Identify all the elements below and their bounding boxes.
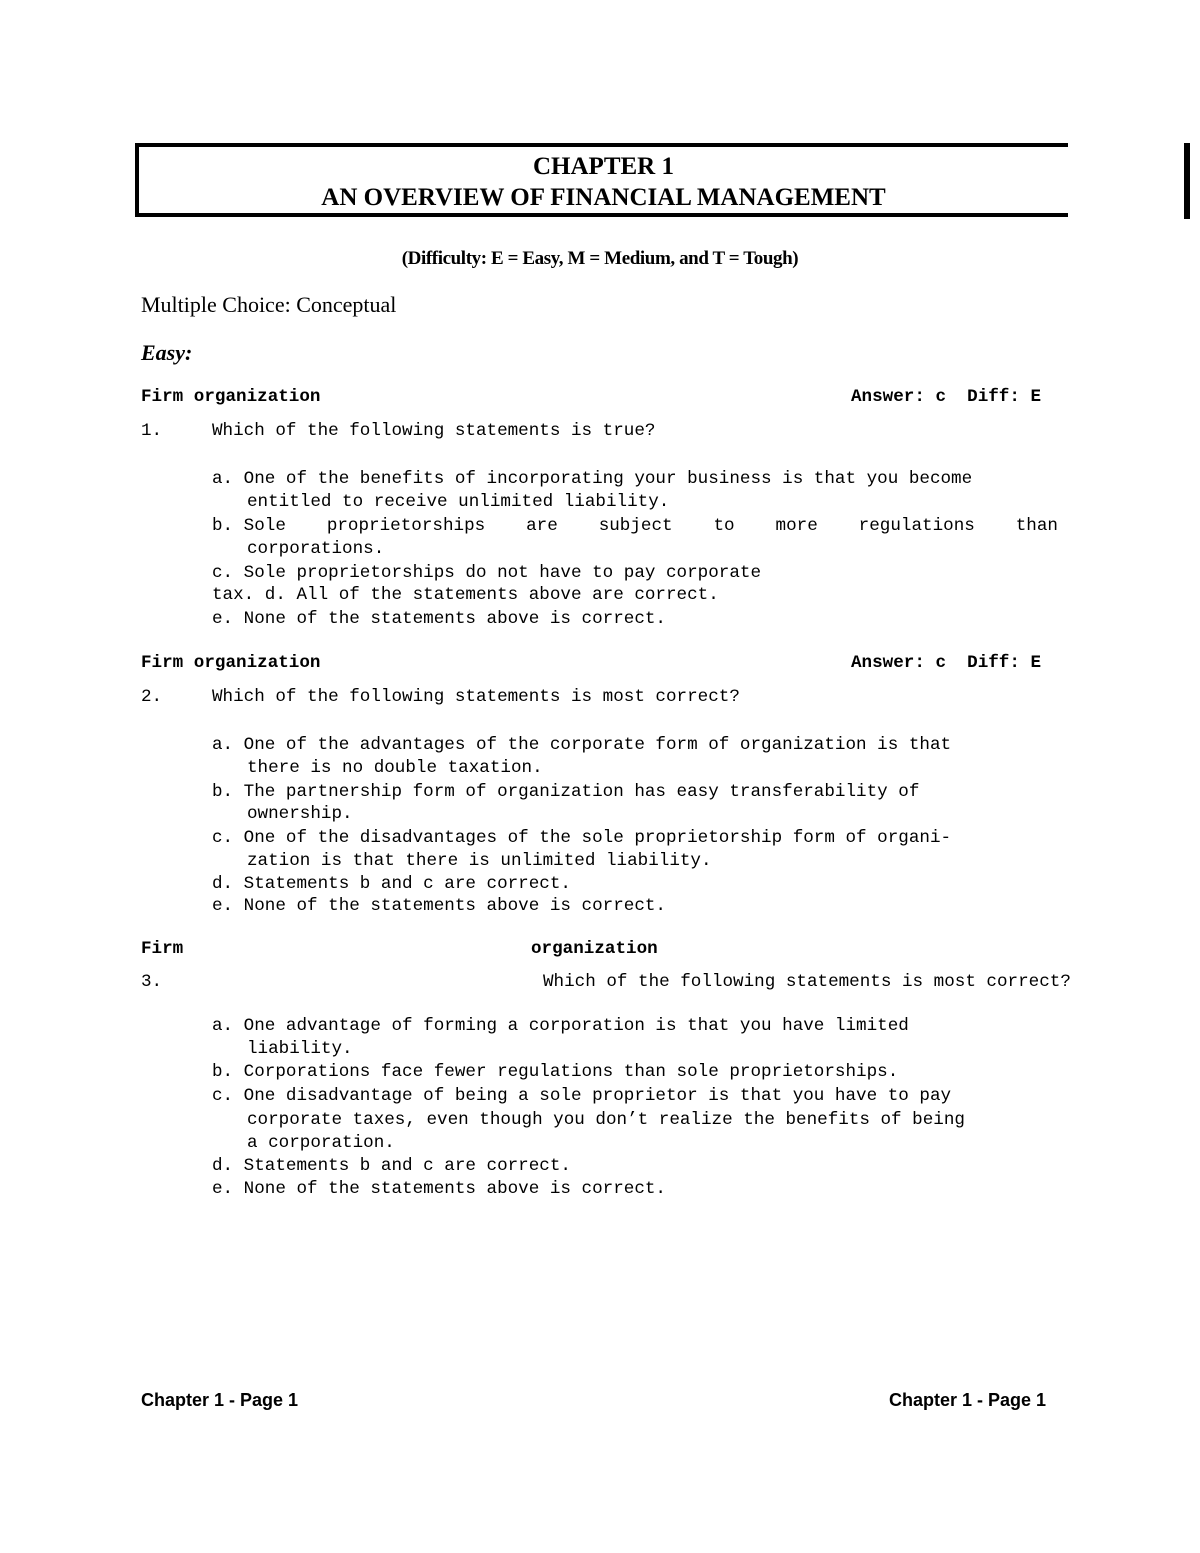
q3-question: Which of the following statements is most correct? [543, 972, 1071, 992]
q2-option-a-cont: there is no double taxation. [247, 758, 543, 778]
q3-option-d: d. Statements b and c are correct. [212, 1156, 571, 1176]
q1-option-b-cont: corporations. [247, 539, 385, 559]
q3-option-c-cont: corporate taxes, even though you don’t realize the benefits of being [247, 1110, 965, 1130]
q1-topic: Firm organization [141, 387, 321, 407]
q1-option-b-word: to [713, 516, 735, 536]
q3-topic-left: Firm [141, 939, 184, 959]
q3-option-e: e. None of the statements above is correct. [212, 1179, 666, 1199]
q1-option-a-cont: entitled to receive unlimited liability. [247, 492, 670, 512]
chapter-title: AN OVERVIEW OF FINANCIAL MANAGEMENT [321, 184, 886, 211]
subsection-title: Easy: [141, 340, 193, 365]
q1-option-b-word: than [1015, 516, 1058, 536]
q1-option-b-word: are [526, 516, 558, 536]
q1-option-b-word: subject [598, 516, 673, 536]
footer-left: Chapter 1 - Page 1 [141, 1390, 299, 1410]
q1-option-b-word: proprietorships [326, 516, 486, 536]
q2-option-d: d. Statements b and c are correct. [212, 874, 571, 894]
chapter-title-box [135, 143, 1068, 217]
q2-option-c: c. One of the disadvantages of the sole proprietorship form of organi- [212, 828, 952, 848]
q2-answer-label: Answer: c Diff: E [851, 653, 1042, 673]
q3-option-c: c. One disadvantage of being a sole proprietor is that you have to pay [212, 1086, 952, 1106]
difficulty-legend: (Difficulty: E = Easy, M = Medium, and T = Tough) [401, 248, 799, 269]
q3-option-a: a. One advantage of forming a corporation is that you have limited [212, 1016, 909, 1036]
q1-option-b [212, 515, 1058, 538]
q1-option-c: c. Sole proprietorships do not have to pay corporate [212, 563, 762, 583]
footer-right: Chapter 1 - Page 1 [889, 1390, 1047, 1410]
q1-number: 1. [141, 421, 163, 441]
q3-option-a-cont: liability. [247, 1039, 353, 1059]
section-title: Multiple Choice: Conceptual [141, 292, 397, 317]
q2-topic: Firm organization [141, 653, 321, 673]
margin-bar [1184, 143, 1190, 219]
q1-option-e: e. None of the statements above is correct. [212, 609, 666, 629]
q1-option-b-word: b. Sole [212, 516, 286, 536]
q2-option-c-cont: zation is that there is unlimited liability. [247, 851, 712, 871]
q1-option-a: a. One of the benefits of incorporating your business is that you become [212, 469, 973, 489]
q3-option-c-cont2: a corporation. [247, 1133, 395, 1153]
q2-option-b: b. The partnership form of organization has easy transferability of [212, 782, 920, 802]
q2-number: 2. [141, 687, 163, 707]
q1-option-b-word: regulations [858, 516, 975, 536]
q1-option-b-word: more [775, 516, 818, 536]
q3-topic-right: organization [531, 939, 658, 959]
q2-option-e: e. None of the statements above is correct. [212, 896, 666, 916]
chapter-number: CHAPTER 1 [533, 153, 674, 180]
q2-question: Which of the following statements is most correct? [212, 687, 740, 707]
q3-option-b: b. Corporations face fewer regulations than sole proprietorships. [212, 1062, 899, 1082]
q1-answer-label: Answer: c Diff: E [851, 387, 1042, 407]
q1-option-c-d: tax. d. All of the statements above are correct. [212, 585, 719, 605]
q1-question: Which of the following statements is true? [212, 421, 656, 441]
q2-option-b-cont: ownership. [247, 804, 353, 824]
q2-option-a: a. One of the advantages of the corporate form of organization is that [212, 735, 952, 755]
q3-number: 3. [141, 972, 163, 992]
